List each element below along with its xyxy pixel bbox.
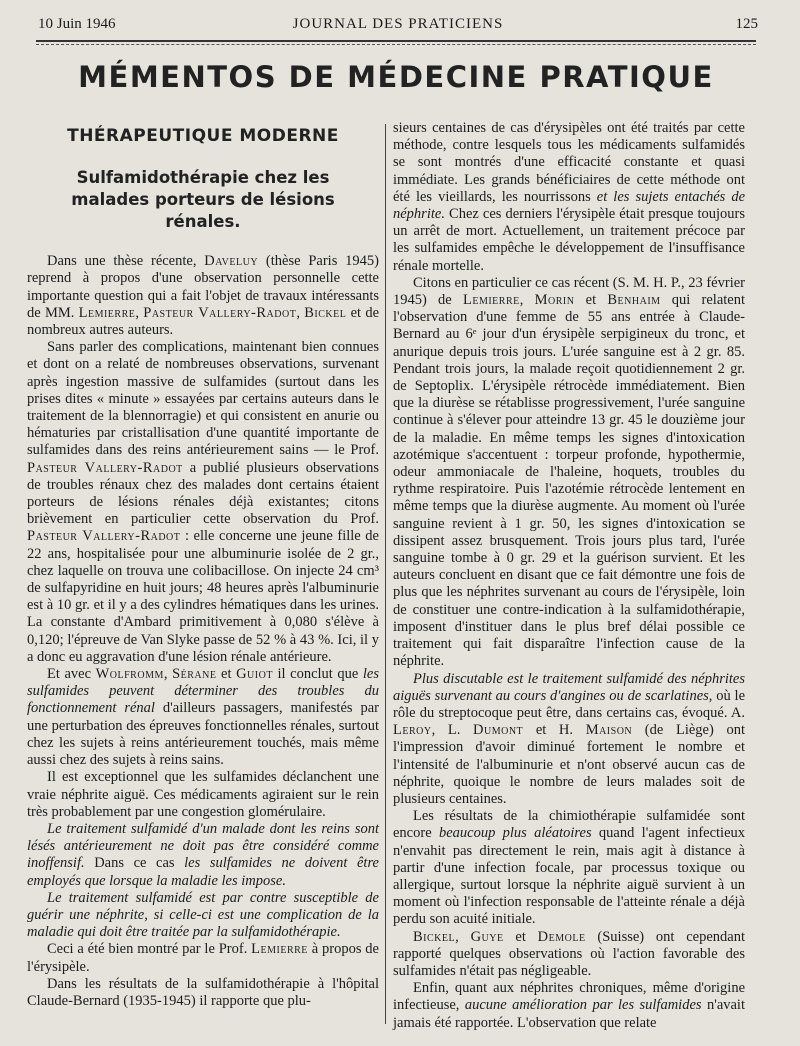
author-name: Sérane bbox=[172, 666, 217, 683]
emphasis-text: les sulfamides ne doivent être employés que lorsque la maladie les impose. bbox=[27, 855, 379, 889]
emphasis-text: et les sujets entachés de néphrite. bbox=[393, 188, 745, 223]
paragraph bbox=[27, 890, 379, 942]
author-name: Lemierre bbox=[462, 292, 520, 309]
page-number: 125 bbox=[735, 16, 758, 32]
right-column bbox=[393, 120, 745, 1032]
paragraph bbox=[27, 666, 379, 769]
text-run: Dans les résultats de la sulfamidothérapie à l'hôpital Claude-Bernard (1935-1945) il rapporte que plu- bbox=[27, 975, 379, 1009]
emphasis-text: les sulfamides peuvent déterminer des troubles du fonctionnement rénal bbox=[27, 666, 380, 717]
issue-date: 10 Juin 1946 bbox=[38, 16, 116, 32]
text-run: Ceci a été bien montré par le Prof. bbox=[47, 941, 252, 958]
emphasis-text: aucune amélioration par les sulfamides bbox=[464, 997, 702, 1014]
text-run: Citons en particulier ce cas récent (S. M. H. P., 23 février 1945) de bbox=[393, 274, 745, 309]
article-title: Sulfamidothérapie chez les malades porteurs de lésions rénales. bbox=[71, 168, 335, 232]
text-run: (de Liège) ont l'impression d'avoir diminué fortement le nombre et l'intensité de l'albuminurie et n'ont observé aucun cas de néphrite, quoique le nombre de leurs malades soit de plusieurs centaines. bbox=[393, 722, 745, 807]
text-run: et H. bbox=[523, 722, 586, 739]
text-run: , bbox=[296, 304, 305, 321]
emphasis-text: Le traitement sulfamidé est par contre susceptible de guérir une néphrite, si celle-ci est une complication de la maladie qui doit être traitée par la sulfamidothérapie. bbox=[27, 889, 379, 941]
author-name: Daveluy bbox=[204, 253, 259, 270]
text-run: il conclut que bbox=[272, 666, 363, 683]
paragraph bbox=[393, 980, 745, 1032]
paragraph bbox=[393, 929, 745, 981]
text-run: n'avait jamais été rapportée. L'observation que relate bbox=[393, 997, 745, 1031]
text-run: Dans une thèse récente, bbox=[47, 253, 205, 270]
text-run: Sans parler des complications, maintenant bien connues et dont on a relaté de nombreuses observations, survenant après ingestion massive de sulfamides (surtout dans les prises dites « minute » essayées par certains auteurs dans le traitement de la blennorragie) et qui consistent en anurie ou hématuries par cristallisation d'une quantité importante de sulfamides dans des reins antérieurement sains — le Prof. bbox=[27, 339, 379, 459]
text-run: , bbox=[163, 666, 173, 683]
author-name: Lemierre bbox=[78, 304, 136, 321]
header-rule bbox=[36, 40, 756, 42]
paragraph bbox=[27, 941, 379, 975]
author-name: Benhaim bbox=[607, 292, 661, 309]
author-name: Bickel bbox=[413, 928, 456, 945]
paragraph bbox=[27, 339, 379, 666]
paragraph bbox=[393, 808, 745, 928]
author-name: Pasteur Vallery-Radot bbox=[27, 459, 183, 476]
text-run: Les résultats de la chimiothérapie sulfamidée sont encore bbox=[393, 808, 745, 842]
author-name: Dumont bbox=[473, 722, 524, 739]
text-run: (Suisse) ont cependant rapporté quelques observations où l'action favorable des sulfamides n'était pas négligeable. bbox=[393, 928, 746, 979]
author-name: Lemierre bbox=[251, 941, 308, 958]
paragraph bbox=[393, 671, 745, 809]
paragraph bbox=[27, 976, 379, 1010]
text-run: a publié plusieurs observations de troubles rénaux chez des malades dont certains étaient porteurs de lésions rénales déjà existantes; citons brièvement en particulier cette observation du Prof. bbox=[27, 459, 379, 528]
text-run: , bbox=[135, 304, 144, 321]
text-run: à propos de l'érysipèle. bbox=[27, 941, 379, 975]
text-run: et bbox=[574, 292, 608, 309]
text-run: Et avec bbox=[47, 666, 96, 683]
paragraph bbox=[393, 275, 745, 671]
text-run: et de nombreux autres auteurs. bbox=[27, 304, 380, 339]
text-run: Chez ces derniers l'érysipèle était presque toujours un arrêt de mort. Actuellement, un traitement précoce par les sulfamides empêche le développement de l'insuffisance rénale mortelle. bbox=[393, 206, 745, 274]
section-title: THÉRAPEUTIQUE MODERNE bbox=[67, 126, 339, 146]
text-run: où le rôle du streptocoque peut être, dans certains cas, évoqué. A. bbox=[393, 687, 746, 721]
text-run: Il est exceptionnel que les sulfamides déclanchent une vraie néphrite aiguë. Ces médicaments agiraient sur le rein très probablement par une congestion glomérulaire. bbox=[27, 769, 379, 820]
text-run: et bbox=[216, 666, 237, 683]
text-run: sieurs centaines de cas d'érysipèles ont été traités par cette méthode, contre lesquels tous les médicaments sulfamidés se sont montrés d'une efficacité constante et quasi immédiate. Les grands bénéficiaires de cette méthode ont été les vieillards, les nourrissons bbox=[393, 120, 745, 205]
emphasis-text: Plus discutable est le traitement sulfamidé des néphrites aiguës survenant au cours d'angines ou de scarlatines, bbox=[393, 670, 745, 704]
author-name: Guye bbox=[470, 928, 504, 945]
text-run: , bbox=[519, 292, 535, 309]
author-name: Pasteur Vallery-Radot bbox=[27, 528, 181, 545]
author-name: Morin bbox=[534, 292, 575, 309]
author-name: Wolfromm bbox=[95, 666, 164, 683]
paragraph bbox=[27, 769, 379, 821]
author-name: Guiot bbox=[236, 666, 273, 683]
text-run: d'ailleurs passagers, manifestés par une perturbation des épreuves fonctionnelles rénales, surtout chez les sujets à reins antérieurement touchés, mais même aussi chez des sujets à reins sains. bbox=[27, 700, 379, 769]
text-run: qui relatent l'observation d'une femme de 55 ans entrée à Claude-Bernard au 6ᵉ jour d'un érysipèle serpigineux du tronc, et anurique depuis trois jours. L'urée sanguine est à 2 gr. 85. Pendant trois jours, la malade reçoit quotidiennement 2 gr. de Septoplix. L'érysipèle rétrocède immédiatement. Bien que la diurèse se rétablisse progressivement, l'urée sanguine continue à s'élever pour atteindre 13 gr. 45 le douzième jour de la maladie. En même temps les signes d'intoxication azotémique s'accentuent : torpeur profonde, hypothermie, odeur ammoniacale de l'haleine, hoquets, troubles du rythme respiratoire. Puis l'azotémie rétrocède lentement en même temps que la diurèse augmente. Au moment où l'urée sanguine revient à 1 gr. 50, les signes d'intoxication se dissipent assez brusquement. Trois jours plus tard, l'urée sanguine tombe à 0 gr. 29 et la guérison survient. Et les auteurs concluent en disant que ce fait démontre une fois de plus que les néphrites survenant au cours de l'érysipèle, loin de constituer une contre-indication à la sulfamidothérapie, imposent d'instituer dans le plus bref délai possible ce traitement qui fait disparaître l'infection cause de la néphrite. bbox=[393, 292, 746, 670]
main-title: MÉMENTOS DE MÉDECINE PRATIQUE bbox=[78, 60, 714, 94]
column-divider bbox=[385, 124, 386, 1024]
text-run: : elle concerne une jeune fille de 22 ans, hospitalisée pour une albuminurie isolée de 2 gr., chez laquelle on trouva une colibacillose. On injecte 24 cm³ de sulfapyridine en huit jours; 48 heures après l'albuminurie est à 10 gr. et il y a des cylindres hématiques dans les urines. La constante d'Ambard primitivement à 0,080 s'élève à 0,120; l'épreuve de Van Slyke passe de 52 % à 43 %. Ici, il y a donc eu aggravation d'une lésion rénale antérieure. bbox=[27, 528, 379, 665]
author-name: Bickel bbox=[304, 304, 347, 321]
author-name: Pasteur Vallery-Radot bbox=[143, 304, 297, 321]
text-run: (thèse Paris 1945) reprend à propos d'une observation personnelle cette importante question qui a fait l'objet de travaux intéressants de MM. bbox=[27, 253, 379, 321]
text-run: quand l'agent infectieux n'envahit pas directement le rein, mais agit à distance à partir d'une infection focale, par processus toxique ou allergique, surtout lorsque la néphrite aiguë survient à un moment où l'infection responsable de l'atteinte rénale a déjà perdu son acuité initiale. bbox=[393, 825, 746, 928]
author-name: Demole bbox=[537, 928, 586, 945]
text-run: Enfin, quant aux néphrites chroniques, même d'origine infectieuse, bbox=[393, 980, 745, 1014]
emphasis-text: beaucoup plus aléatoires bbox=[438, 825, 592, 842]
left-column bbox=[27, 128, 379, 1010]
journal-name: JOURNAL DES PRATICIENS bbox=[292, 16, 504, 32]
emphasis-text: Le traitement sulfamidé d'un malade dont les reins sont lésés antérieurement ne doit pas être considéré comme inoffensif. bbox=[27, 820, 379, 872]
paragraph bbox=[393, 120, 745, 275]
text-run: , L. bbox=[431, 722, 474, 739]
text-run: et bbox=[503, 928, 538, 945]
header-rule-dashed bbox=[36, 44, 756, 45]
paragraph bbox=[27, 821, 379, 890]
paragraph bbox=[27, 253, 379, 339]
running-header bbox=[38, 14, 758, 38]
text-run: , bbox=[455, 928, 471, 945]
author-name: Leroy bbox=[393, 722, 432, 739]
author-name: Maison bbox=[585, 722, 633, 739]
text-run: Dans ce cas bbox=[84, 855, 185, 872]
